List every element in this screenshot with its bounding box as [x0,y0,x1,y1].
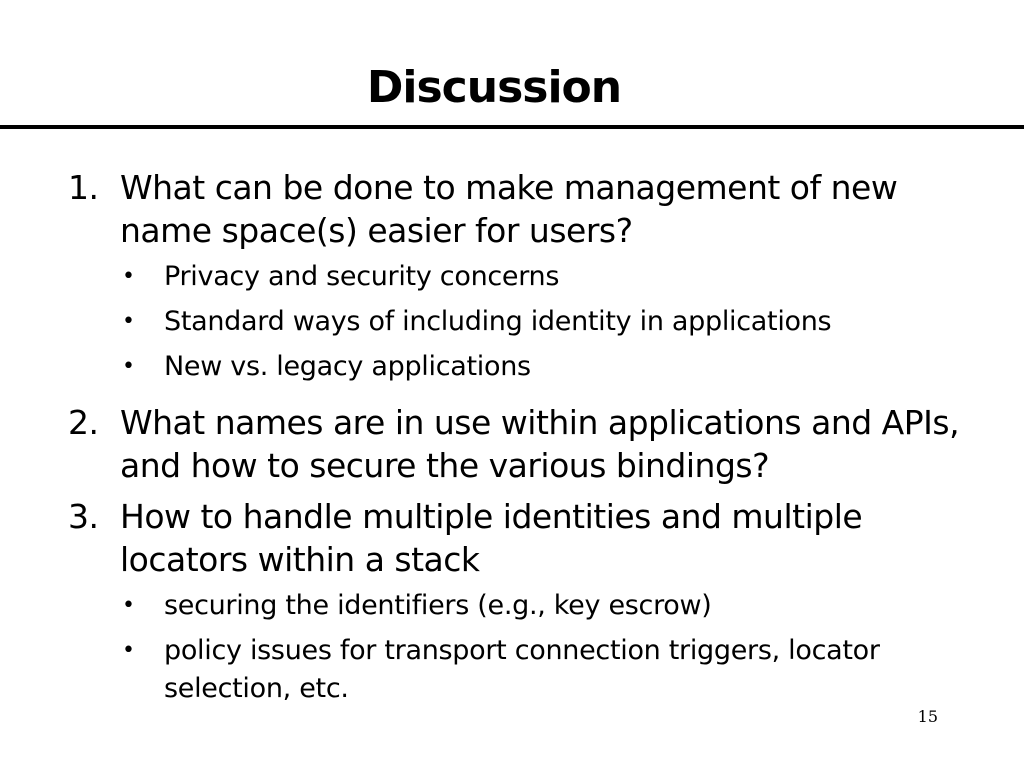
numbered-item-3 [68,495,968,715]
item-text: How to handle multiple identities and multiple locators within a stack [120,497,863,579]
bullet-dot: • [122,638,135,663]
bullet-text: Privacy and security concerns [164,261,560,292]
bullet-item [120,258,968,296]
item-number: 3. [68,497,99,536]
bullet-text: Standard ways of including identity in applications [164,306,832,337]
numbered-item-1 [68,166,968,393]
item-number: 2. [68,403,99,442]
item-text: What can be done to make management of new name space(s) easier for users? [120,168,898,250]
bullet-dot: • [122,354,135,379]
item-text: What names are in use within applications and APIs, and how to secure the various bindings? [120,403,960,485]
bullet-text: securing the identifiers (e.g., key escrow) [164,590,712,621]
bullet-item [120,587,968,625]
bullet-text: policy issues for transport connection triggers, locator selection, etc. [164,635,880,704]
title-divider [0,125,1024,129]
bullet-item [120,632,968,708]
bullet-dot: • [122,593,135,618]
slide-title: Discussion [366,62,622,113]
item-number: 1. [68,168,99,207]
bullet-text: New vs. legacy applications [164,351,531,382]
page-number: 15 [917,707,938,726]
bullet-item [120,348,968,386]
numbered-item-2 [68,401,968,487]
slide-content [68,166,968,723]
bullet-item [120,303,968,341]
bullet-dot: • [122,264,135,289]
bullet-dot: • [122,309,135,334]
